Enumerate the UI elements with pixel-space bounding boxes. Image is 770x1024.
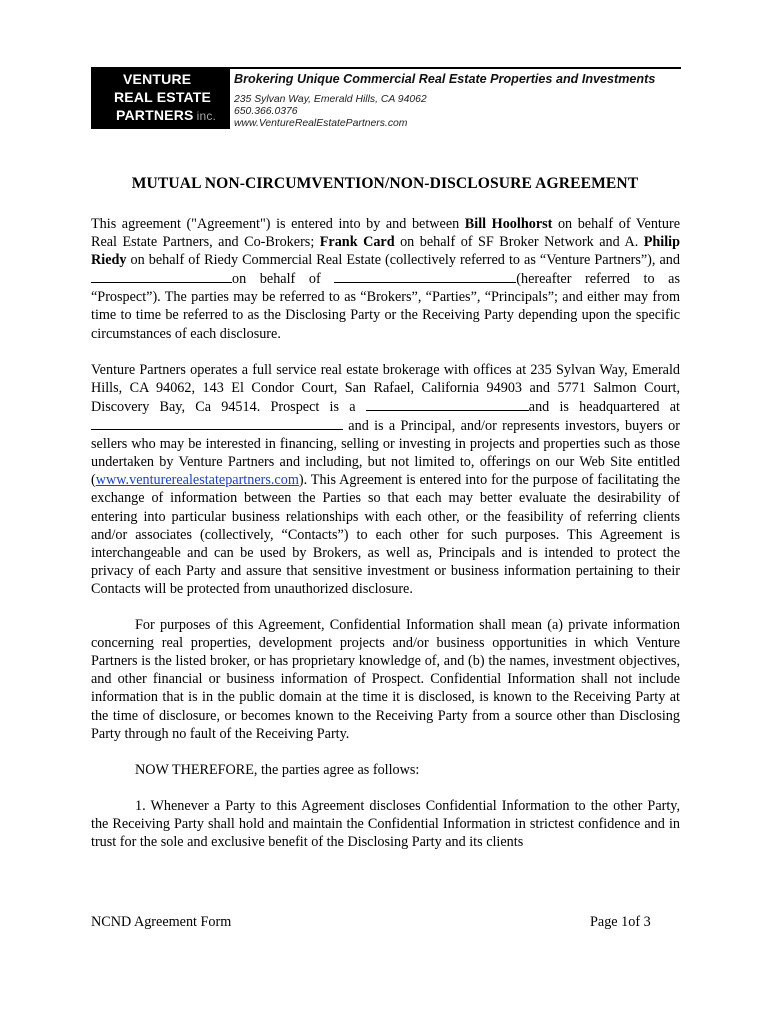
header-rule bbox=[230, 67, 681, 69]
company-address: 235 Sylvan Way, Emerald Hills, CA 94062 bbox=[234, 94, 427, 105]
letterhead bbox=[91, 67, 681, 129]
logo-line-real-estate: REAL ESTATE bbox=[114, 89, 212, 105]
p1-text-3: on behalf of SF Broker Network and A. bbox=[394, 234, 644, 251]
paragraph-now-therefore: NOW THEREFORE, the parties agree as follows: bbox=[135, 761, 420, 778]
party-name-philip-riedy: Philip Riedy bbox=[91, 234, 680, 269]
prospect-type-blank[interactable] bbox=[366, 397, 529, 411]
party-name-frank-card: Frank Card bbox=[319, 234, 395, 251]
company-phone: 650.366.0376 bbox=[234, 106, 298, 117]
document-title: MUTUAL NON-CIRCUMVENTION/NON-DISCLOSURE AGREEMENT bbox=[131, 175, 639, 192]
logo-line-venture: VENTURE bbox=[123, 71, 192, 87]
paragraph-parties bbox=[91, 215, 680, 343]
website-link[interactable]: www.venturerealestatepartners.com bbox=[95, 472, 299, 489]
footer-form-name: NCND Agreement Form bbox=[91, 914, 232, 930]
logo-line-partners bbox=[116, 108, 216, 124]
headquarters-blank[interactable] bbox=[91, 416, 343, 430]
p1-text-6: (hereafter referred to as “Prospect”). The parties may be referred to as “Brokers”, “Parties”, “Principals”; and either may from time to time be referred to as the Disclosing Party or the Receiving Party depending upon the specific circumstances of each disclosure. bbox=[91, 271, 680, 342]
prospect-name-blank[interactable] bbox=[91, 269, 232, 283]
footer-page-number: Page 1of 3 bbox=[590, 914, 651, 930]
p1-text-4: on behalf of Riedy Commercial Real Estate (collectively referred to as “Venture Partners”), and bbox=[126, 252, 680, 269]
logo-partners-text: PARTNERS bbox=[116, 107, 194, 123]
document-body bbox=[91, 215, 680, 869]
p1-text-1: This agreement ("Agreement") is entered into by and between bbox=[91, 216, 465, 232]
paragraph-confidential-definition: For purposes of this Agreement, Confidential Information shall mean (a) private information concerning real properties, development projects and/or business opportunities in which Venture Partners is the listed broker, or has proprietary knowledge of, and (b) the names, investment objectives, and other financial or business information of Prospect. Confidential Information shall not include information that is in the public domain at the time it is disclosed, is known to the Receiving Party at the time of disclosure, or becomes known to the Receiving Party from a source other than Disclosing Party through no fault of the Receiving Party. bbox=[91, 617, 680, 742]
company-logo bbox=[91, 67, 230, 129]
p1-text-5: on behalf of bbox=[232, 271, 335, 288]
company-tagline: Brokering Unique Commercial Real Estate Properties and Investments bbox=[234, 72, 656, 86]
party-name-bill-hoolhorst: Bill Hoolhorst bbox=[464, 216, 553, 232]
p2-text-1: Venture Partners operates a full service real estate brokerage with offices at 235 Sylvan Way, Emerald Hills, CA 94062, 143 El Condor Court, San Rafael, California 94903 and 5771 Salmon Court, Discovery Bay, Ca 94514. Prospect is a bbox=[91, 361, 680, 415]
paragraph-clause-1: 1. Whenever a Party to this Agreement discloses Confidential Information to the other Party, the Receiving Party shall hold and maintain the Confidential Information in strictest confidence and in trust for the sole and exclusive benefit of the Disclosing Party and its clients bbox=[91, 798, 680, 851]
p2-text-2: and is headquartered at bbox=[528, 398, 680, 415]
p2-text-4: ). This Agreement is entered into for the purpose of facilitating the exchange of information between the Parties so that each may better evaluate the desirability of entering into particular business relationships with each other, or the feasibility of referring clients and/or associates (collectively, “Contacts”) to each other for such purposes. This Agreement is interchangeable and can be used by Brokers, as well as, Principals and is intended to protect the privacy of each Party and assure that sensitive investment or business information pertaining to their Contacts will be protected from unauthorized disclosure. bbox=[91, 472, 680, 597]
company-website[interactable]: www.VentureRealEstatePartners.com bbox=[234, 118, 408, 129]
paragraph-background bbox=[91, 361, 680, 598]
p1-text-2: on behalf of Venture Real Estate Partners, and Co-Brokers; bbox=[91, 216, 680, 251]
prospect-entity-blank[interactable] bbox=[334, 269, 516, 283]
p2-text-3: and is a Principal, and/or represents investors, buyers or sellers who may be interested in financing, selling or investing in projects and properties such as those undertaken by Venture Partners and including, but not limited to, offerings on our Web Site entitled ( bbox=[91, 418, 680, 489]
logo-inc-text: inc. bbox=[196, 109, 217, 123]
